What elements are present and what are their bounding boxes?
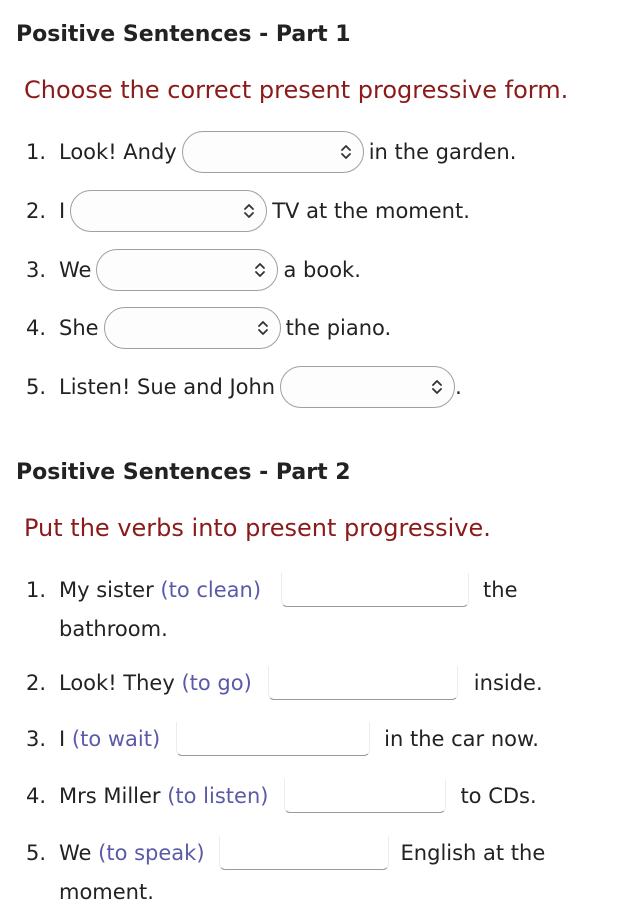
chevron-up-down-icon xyxy=(431,379,443,395)
answer-input[interactable] xyxy=(219,836,389,870)
verb-hint: (to listen) xyxy=(167,784,269,808)
part2-item-4 xyxy=(26,779,537,813)
item-text-before: We xyxy=(59,258,92,282)
item-text-before: I xyxy=(59,199,66,223)
item-text-after: the xyxy=(483,578,518,602)
answer-select[interactable] xyxy=(104,307,281,349)
item-continuation: bathroom. xyxy=(59,617,168,641)
answer-input[interactable] xyxy=(284,779,446,813)
part2-instruction: Put the verbs into present progressive. xyxy=(24,514,491,542)
item-number: 3. xyxy=(26,727,47,751)
answer-select[interactable] xyxy=(96,249,278,291)
item-text-after: TV at the moment. xyxy=(272,199,470,223)
item-text-before: We xyxy=(59,841,92,865)
part1-item-1 xyxy=(26,131,516,173)
item-text-after: a book. xyxy=(283,258,361,282)
part2-item-5 xyxy=(26,836,545,870)
part2-heading: Positive Sentences - Part 2 xyxy=(16,460,351,485)
item-text-after: English at the xyxy=(400,841,546,865)
part2-item-1 xyxy=(26,573,518,607)
chevron-up-down-icon xyxy=(254,262,266,278)
item-text-before: Look! They xyxy=(59,671,175,695)
verb-hint: (to speak) xyxy=(98,841,205,865)
item-text-after: inside. xyxy=(473,671,543,695)
part1-item-3 xyxy=(26,249,361,291)
item-text-after: in the car now. xyxy=(384,727,539,751)
verb-hint: (to go) xyxy=(181,671,252,695)
answer-input[interactable] xyxy=(268,666,458,700)
part1-item-4 xyxy=(26,307,391,349)
item-number: 4. xyxy=(26,784,47,808)
verb-hint: (to wait) xyxy=(71,727,161,751)
item-text-before: I xyxy=(59,727,66,751)
item-text-after: in the garden. xyxy=(368,140,517,164)
part2-item-3 xyxy=(26,722,539,756)
item-continuation: moment. xyxy=(59,880,154,904)
item-text-before: Mrs Miller xyxy=(59,784,161,808)
item-number: 1. xyxy=(26,578,47,602)
item-text-after: the piano. xyxy=(285,316,392,340)
item-text-before: She xyxy=(59,316,99,340)
item-text-before: My sister xyxy=(59,578,154,602)
item-number: 4. xyxy=(26,316,47,340)
part1-item-5 xyxy=(26,366,462,408)
answer-input[interactable] xyxy=(176,722,370,756)
item-number: 5. xyxy=(26,841,47,865)
answer-select[interactable] xyxy=(70,190,267,232)
item-number: 3. xyxy=(26,258,47,282)
part1-instruction: Choose the correct present progressive form. xyxy=(24,76,569,104)
chevron-up-down-icon xyxy=(243,203,255,219)
item-number: 5. xyxy=(26,375,47,399)
item-number: 2. xyxy=(26,199,47,223)
item-number: 1. xyxy=(26,140,47,164)
verb-hint: (to clean) xyxy=(160,578,262,602)
answer-select[interactable] xyxy=(280,366,455,408)
part2-item-2 xyxy=(26,666,543,700)
part1-heading: Positive Sentences - Part 1 xyxy=(16,22,351,47)
item-text-before: Look! Andy xyxy=(59,140,177,164)
answer-input[interactable] xyxy=(281,573,469,607)
item-text-before: Listen! Sue and John xyxy=(59,375,276,399)
item-number: 2. xyxy=(26,671,47,695)
chevron-up-down-icon xyxy=(340,144,352,160)
answer-select[interactable] xyxy=(182,131,364,173)
item-text-after: to CDs. xyxy=(460,784,537,808)
chevron-up-down-icon xyxy=(257,320,269,336)
part1-item-2 xyxy=(26,190,470,232)
item-text-after: . xyxy=(455,375,462,399)
